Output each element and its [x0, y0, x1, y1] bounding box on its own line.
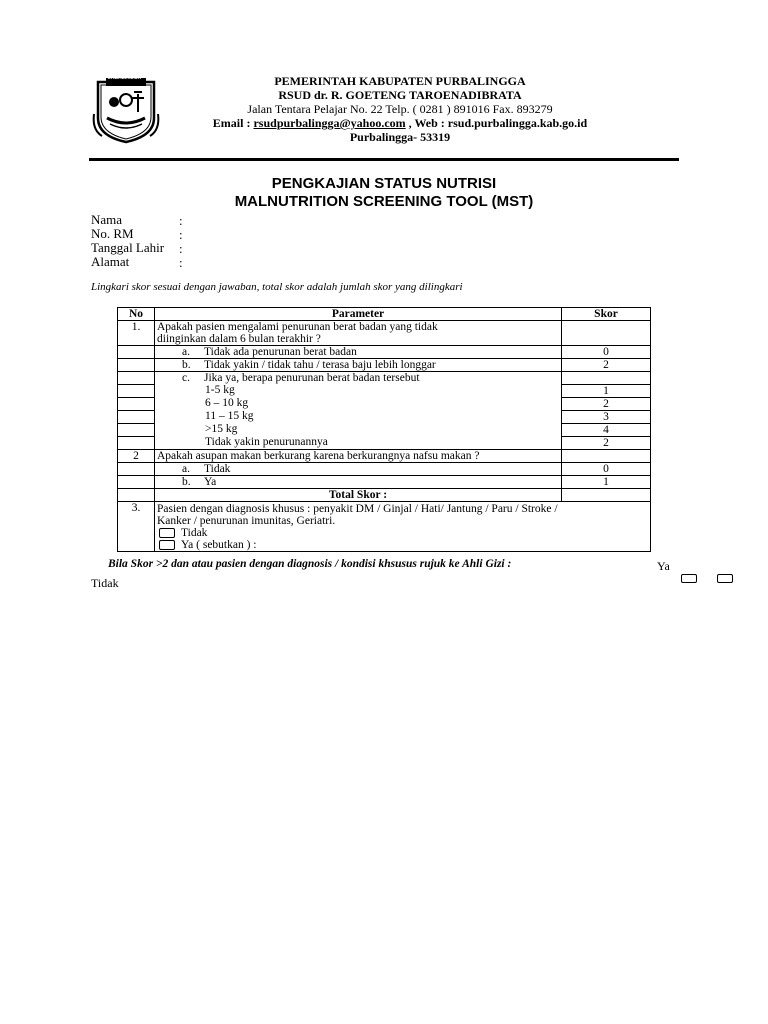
q1-opt-a-text: Tidak ada penurunan berat badan: [204, 346, 357, 358]
referral-tidak-checkbox-icon[interactable]: [717, 574, 733, 583]
col-skor: Skor: [562, 308, 651, 321]
field-address-colon: :: [179, 255, 183, 270]
q2-number: 2: [118, 449, 155, 462]
table-row: [118, 384, 651, 397]
q1-sub-1-score[interactable]: 1: [562, 384, 651, 397]
q2-opt-b-letter: b.: [182, 475, 191, 488]
checkbox-icon[interactable]: [159, 528, 175, 538]
header-government: PEMERINTAH KABUPATEN PURBALINGGA: [274, 74, 526, 88]
q2-opt-b-score[interactable]: 1: [562, 475, 651, 488]
field-birthdate-colon: :: [179, 241, 183, 256]
q3-question-line2: Kanker / penurunan imunitas, Geriatri.: [157, 514, 336, 527]
q3-option-tidak-label: Tidak: [181, 526, 208, 539]
table-row: [118, 488, 651, 501]
header-address: Jalan Tentara Pelajar No. 22 Telp. ( 0281 ) 891016 Fax. 893279: [247, 102, 553, 116]
header-city: Purbalingga- 53319: [349, 130, 451, 144]
q1-sub-1-text: 1-5 kg: [155, 384, 562, 397]
referral-tidak-label: Tidak: [91, 576, 119, 590]
q2-opt-a-letter: a.: [182, 462, 190, 475]
checkbox-icon[interactable]: [159, 540, 175, 550]
table-row: [118, 372, 651, 385]
table-row: [118, 449, 651, 462]
q1-opt-a-letter: a.: [182, 346, 190, 358]
q1-opt-c-letter: c.: [182, 372, 190, 384]
total-score-label: Total Skor :: [155, 488, 562, 501]
table-row: [118, 359, 651, 372]
form-title: PENGKAJIAN STATUS NUTRISI: [271, 175, 497, 192]
q3-option-ya[interactable]: [157, 539, 648, 551]
table-row: [118, 423, 651, 436]
table-row: [118, 436, 651, 449]
table-row: [118, 462, 651, 475]
q1-opt-b-score[interactable]: 2: [562, 359, 651, 372]
q2-opt-b-text: Ya: [204, 475, 217, 488]
table-row: [118, 346, 651, 359]
q3-option-tidak[interactable]: [157, 527, 648, 539]
referral-ya-label: Ya: [657, 559, 670, 573]
col-parameter: Parameter: [155, 308, 562, 321]
q1-opt-b-text: Tidak yakin / tidak tahu / terasa baju lebih longgar: [204, 359, 436, 371]
q1-sub-2-score[interactable]: 2: [562, 397, 651, 410]
q1-sub-3-text: 11 – 15 kg: [155, 410, 562, 423]
table-row: [118, 475, 651, 488]
form-subtitle: MALNUTRITION SCREENING TOOL (MST): [234, 193, 534, 210]
q1-opt-a-score[interactable]: 0: [562, 346, 651, 359]
q1-sub-2-text: 6 – 10 kg: [155, 397, 562, 410]
q3-question: [155, 501, 651, 551]
q1-sub-3-score[interactable]: 3: [562, 410, 651, 423]
q3-option-ya-label: Ya ( sebutkan ) :: [181, 538, 257, 551]
header-hospital: RSUD dr. R. GOETENG TAROENADIBRATA: [278, 88, 522, 102]
q1-question: [155, 321, 562, 346]
referral-instruction: Bila Skor >2 dan atau pasien dengan diagnosis / kondisi khsusus rujuk ke Ahli Gizi :: [108, 558, 512, 570]
referral-ya-checkbox-icon[interactable]: [681, 574, 697, 583]
instruction-text: Lingkari skor sesuai dengan jawaban, total skor adalah jumlah skor yang dilingkari: [91, 281, 463, 293]
email-label: Email :: [212, 116, 254, 130]
mst-table: [117, 307, 651, 552]
col-no: No: [118, 308, 155, 321]
header-contact: [150, 116, 650, 130]
field-norm-label: No. RM: [91, 226, 134, 241]
field-nama-label: Nama: [91, 212, 123, 227]
q1-opt-b-letter: b.: [182, 359, 191, 371]
field-nama-colon: :: [179, 213, 183, 228]
field-norm-colon: :: [179, 227, 183, 242]
q2-question: Apakah asupan makan berkurang karena berkurangnya nafsu makan ?: [155, 449, 562, 462]
table-row: [118, 397, 651, 410]
table-row: [118, 501, 651, 551]
q1-number: 1.: [118, 321, 155, 346]
q2-opt-a-score[interactable]: 0: [562, 462, 651, 475]
total-score-value[interactable]: [562, 488, 651, 501]
header-divider: [89, 158, 679, 161]
q1-sub-4-text: >15 kg: [155, 423, 562, 436]
q3-question-line1: Pasien dengan diagnosis khusus : penyakit DM / Ginjal / Hati/ Jantung / Paru / Stroke /: [157, 502, 558, 515]
q3-number: 3.: [118, 501, 155, 551]
table-header-row: [118, 308, 651, 321]
q1-question-line1: Apakah pasien mengalami penurunan berat badan yang tidak: [157, 321, 438, 333]
q1-opt-c-text: Jika ya, berapa penurunan berat badan tersebut: [204, 372, 420, 384]
email-link[interactable]: rsudpurbalingga@yahoo.com: [253, 116, 406, 130]
q1-sub-5-text: Tidak yakin penurunannya: [155, 436, 562, 449]
q1-opt-c-score: [562, 372, 651, 385]
table-row: [118, 321, 651, 346]
q1-sub-5-score[interactable]: 2: [562, 436, 651, 449]
q1-score: [562, 321, 651, 346]
q2-opt-a-text: Tidak: [204, 462, 231, 475]
table-row: [118, 410, 651, 423]
web-text: , Web : rsud.purbalingga.kab.go.id: [405, 116, 588, 130]
q1-sub-4-score[interactable]: 4: [562, 423, 651, 436]
field-address-label: Alamat: [91, 254, 130, 269]
q1-question-line2: diinginkan dalam 6 bulan terakhir ?: [157, 333, 321, 345]
field-birthdate-label: Tanggal Lahir: [91, 240, 165, 255]
logo-text: PURBALINGGA: [104, 75, 142, 81]
